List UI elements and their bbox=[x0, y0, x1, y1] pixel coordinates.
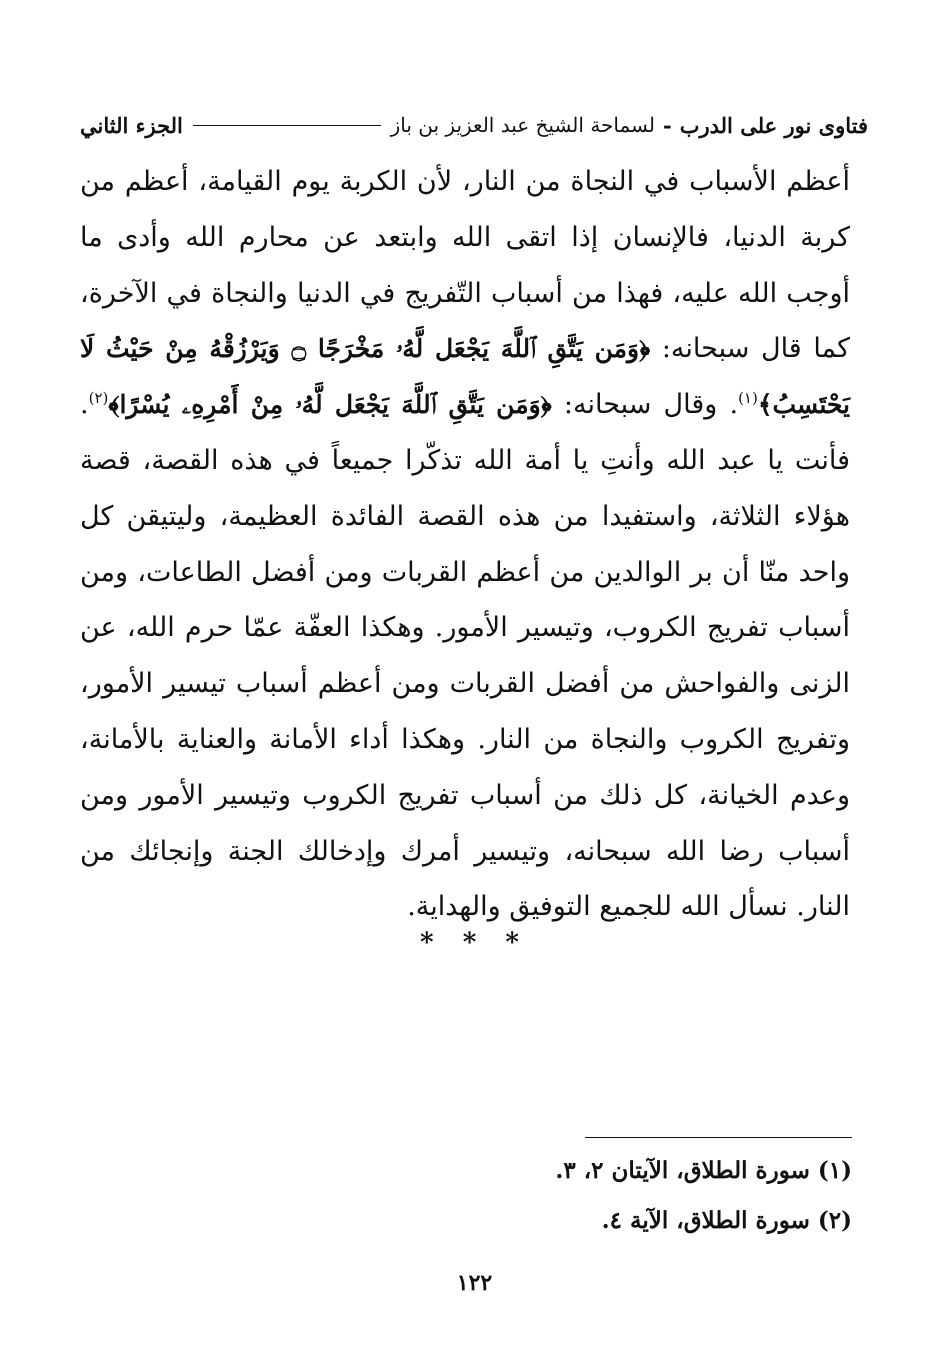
quran-verse-2: ﴿وَمَن يَتَّقِ ٱللَّهَ يَجْعَل لَّهُۥ مِنْ أَمْرِهِۦ يُسْرًا﴾ bbox=[108, 390, 552, 420]
footnote-2: (٢) سورة الطلاق، الآية ٤. bbox=[601, 1207, 852, 1234]
footnote-ref-2: (٢) bbox=[88, 389, 109, 408]
header-dash: - bbox=[663, 112, 672, 138]
running-header bbox=[80, 108, 868, 142]
book-title: فتاوى نور على الدرب bbox=[679, 112, 868, 138]
footnote-ref-1: (١) bbox=[738, 389, 758, 408]
body-text-segment-2: . وقال سبحانه: bbox=[551, 389, 739, 421]
body-text-segment-1: أعظم الأسباب في النجاة من النار، لأن الكربة يوم القيامة، أعظم من كربة الدنيا، فالإنسان إذا اتقى الله وابتعد عن محارم الله وأدى ما أوجب الله عليه، فهذا من أسباب التّفريج في الدنيا والنجاة في الآخرة، كما قال سبحانه: bbox=[80, 166, 851, 365]
page-number: ١٢٢ bbox=[456, 1270, 493, 1296]
author-name: لسماحة الشيخ عبد العزيز بن باز bbox=[390, 113, 655, 137]
section-separator: * * * bbox=[420, 928, 529, 958]
quran-verse-1: ﴿وَمَن يَتَّقِ ٱللَّهَ يَجْعَل لَّهُۥ مَخْرَجًا ۝ وَيَرْزُقْهُ مِنْ حَيْثُ لَا يَحْتَسِبُ﴾ bbox=[80, 334, 850, 420]
footnote-1: (١) سورة الطلاق، الآيتان ٢، ٣. bbox=[555, 1157, 852, 1184]
footnote-rule bbox=[585, 1137, 852, 1138]
body-text-segment-3: . فأنت يا عبد الله وأنتِ يا أمة الله تذكّرا جميعاً في هذه القصة، قصة هؤلاء الثلاثة، واستفيدا من هذه القصة الفائدة العظيمة، وليتيقن كل واحد منّا أن بر الوالدين من أعظم القربات ومن أفضل الطاعات، ومن أسباب تفريج الكروب، وتيسير الأمور. وهكذا العفّة عمّا حرم الله، عن الزنى والفواحش من أفضل القربات ومن أعظم أسباب تيسير الأمور، وتفريج الكروب والنجاة من النار. وهكذا أداء الأمانة والعناية بالأمانة، وعدم الخيانة، كل ذلك من أسباب تفريج الكروب وتيسير الأمور ومن أسباب رضا الله سبحانه، وتيسير أمرك وإدخالك الجنة وإنجائك من النار. نسأل الله للجميع التوفيق والهداية. bbox=[80, 389, 850, 923]
main-paragraph bbox=[80, 154, 850, 935]
footnotes bbox=[252, 1146, 852, 1246]
header-rule bbox=[193, 125, 381, 126]
volume-label: الجزء الثاني bbox=[80, 112, 183, 138]
main-text bbox=[80, 154, 850, 935]
